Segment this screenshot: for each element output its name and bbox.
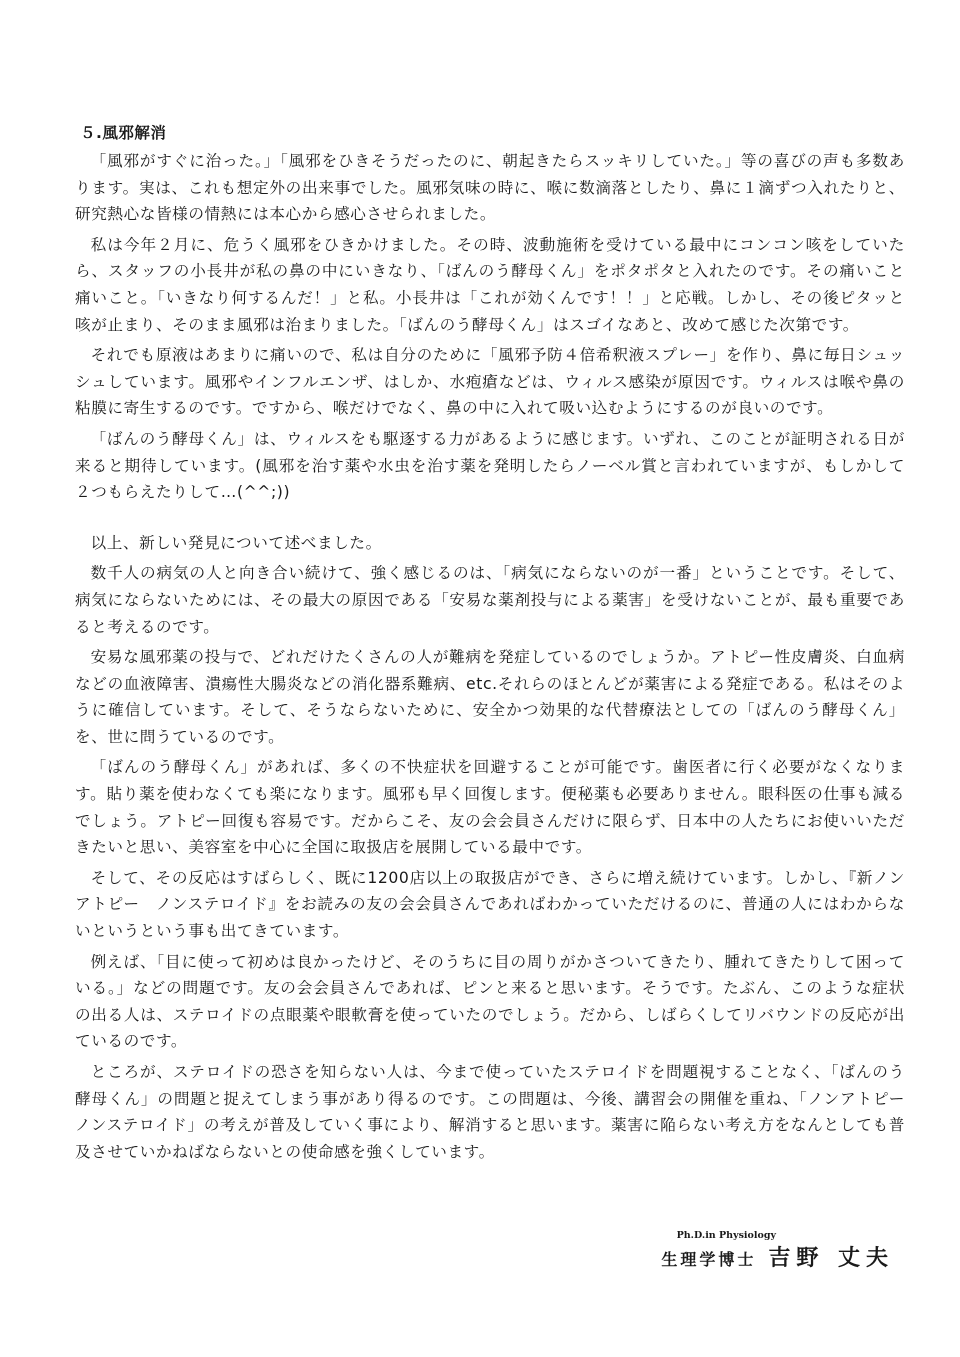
author-line	[661, 1241, 894, 1272]
author-name: 吉野 丈夫	[768, 1245, 894, 1271]
paragraph: 「ばんのう酵母くん」があれば、多くの不快症状を回避することが可能です。歯医者に行く必要がなくなります。貼り薬を使わなくても楽になります。風邪も早く回復します。便秘薬も必要ありません。眼科医の仕事も減るでしょう。アトピー回復も容易です。だからこそ、友の会会員さんだけに限らず、日本中の人たちにお使いいただきたいと思い、美容室を中心に全国に取扱店を展開している最中です。	[75, 758, 905, 857]
paragraph: 以上、新しい発見について述べました。	[90, 533, 382, 552]
paragraph: そして、その反応はすばらしく、既に1200店以上の取扱店ができ、さらに増え続けています。しかし、『新ノンアトピー ノンステロイド』をお読みの友の会会員さんであればわかっていただけるのに、普通の人にはわからないというという事も出てきています。	[75, 868, 905, 941]
paragraph: 数千人の病気の人と向き合い続けて、強く感じるのは、「病気にならないのが一番」ということです。そして、病気にならないためには、その最大の原因である「安易な薬剤投与による薬害」を受けないことが、最も重要であると考えるのです。	[75, 564, 905, 636]
paragraph: 「ばんのう酵母くん」は、ウィルスをも駆逐する力があるように感じます。いずれ、このことが証明される日が来ると期待しています。(風邪を治す薬や水虫を治す薬を発明したらノーベル賞と言われていますが、もしかして２つもらえたりして…(^^;))	[75, 429, 905, 502]
author-credential: Ph.D.in Physiology	[676, 1230, 776, 1241]
article-body	[75, 148, 922, 1169]
paragraph: 安易な風邪薬の投与で、どれだけたくさんの人が難病を発症しているのでしょうか。アトピー性皮膚炎、白血病などの血液障害、潰瘍性大腸炎などの消化器系難病、etc.それらのほとんどが薬害による発症である。私はそのように確信しています。そして、そうならないために、安全かつ効果的な代替療法としての「ばんのう酵母くん」を、世に問うているのです。	[75, 648, 905, 746]
paragraph: ところが、ステロイドの恐さを知らない人は、今まで使っていたステロイドを問題視することなく、「ばんのう酵母くん」の問題と捉えてしまう事があり得るのです。この問題は、今後、講習会の開催を重ね、「ノンアトピー ノンステロイド」の考えが普及していく事により、解消すると思います。薬害に陥らない考え方をなんとしても普及させていかねばならないとの使命感を強くしています。	[75, 1063, 922, 1161]
paragraph: 例えば、「目に使って初めは良かったけど、そのうちに目の周りがかさついてきたり、腫れてきたりして困っている。」などの問題です。友の会会員さんであれば、ピンと来ると思います。そうです。たぶん、このような症状の出る人は、ステロイドの点眼薬や眼軟膏を使っていたのでしょう。だから、しばらくしてリバウンドの反応が出ているのです。	[75, 952, 905, 1051]
author-signature	[661, 1230, 894, 1272]
author-title: 生理学博士	[661, 1250, 757, 1269]
section-heading: ５.風邪解消	[80, 124, 167, 142]
paragraph: 私は今年２月に、危うく風邪をひきかけました。その時、波動施術を受けている最中にコンコン咳をしていたら、スタッフの小長井が私の鼻の中にいきなり、「ばんのう酵母くん」をポタポタと入れたのです。その痛いこと痛いこと。「いきなり何するんだ！」と私。小長井は「これが効くんです！！」と応戦。しかし、その後ピタッと咳が止まり、そのまま風邪は治まりました。「ばんのう酵母くん」はスゴイなあと、改めて感じた次第です。	[75, 235, 905, 334]
paragraph: 「風邪がすぐに治った。」「風邪をひきそうだったのに、朝起きたらスッキリしていた。」等の喜びの声も多数あります。実は、これも想定外の出来事でした。風邪気味の時に、喉に数滴落としたり、鼻に１滴ずつ入れたりと、研究熱心な皆様の情熱には本心から感心させられました。	[75, 152, 905, 224]
paragraph: それでも原液はあまりに痛いので、私は自分のために「風邪予防４倍希釈液スプレー」を作り、鼻に毎日シュッシュしています。風邪やインフルエンザ、はしか、水疱瘡などは、ウィルス感染が原因です。ウィルスは喉や鼻の粘膜に寄生するのです。ですから、喉だけでなく、鼻の中に入れて吸い込むようにするのが良いのです。	[75, 346, 905, 418]
